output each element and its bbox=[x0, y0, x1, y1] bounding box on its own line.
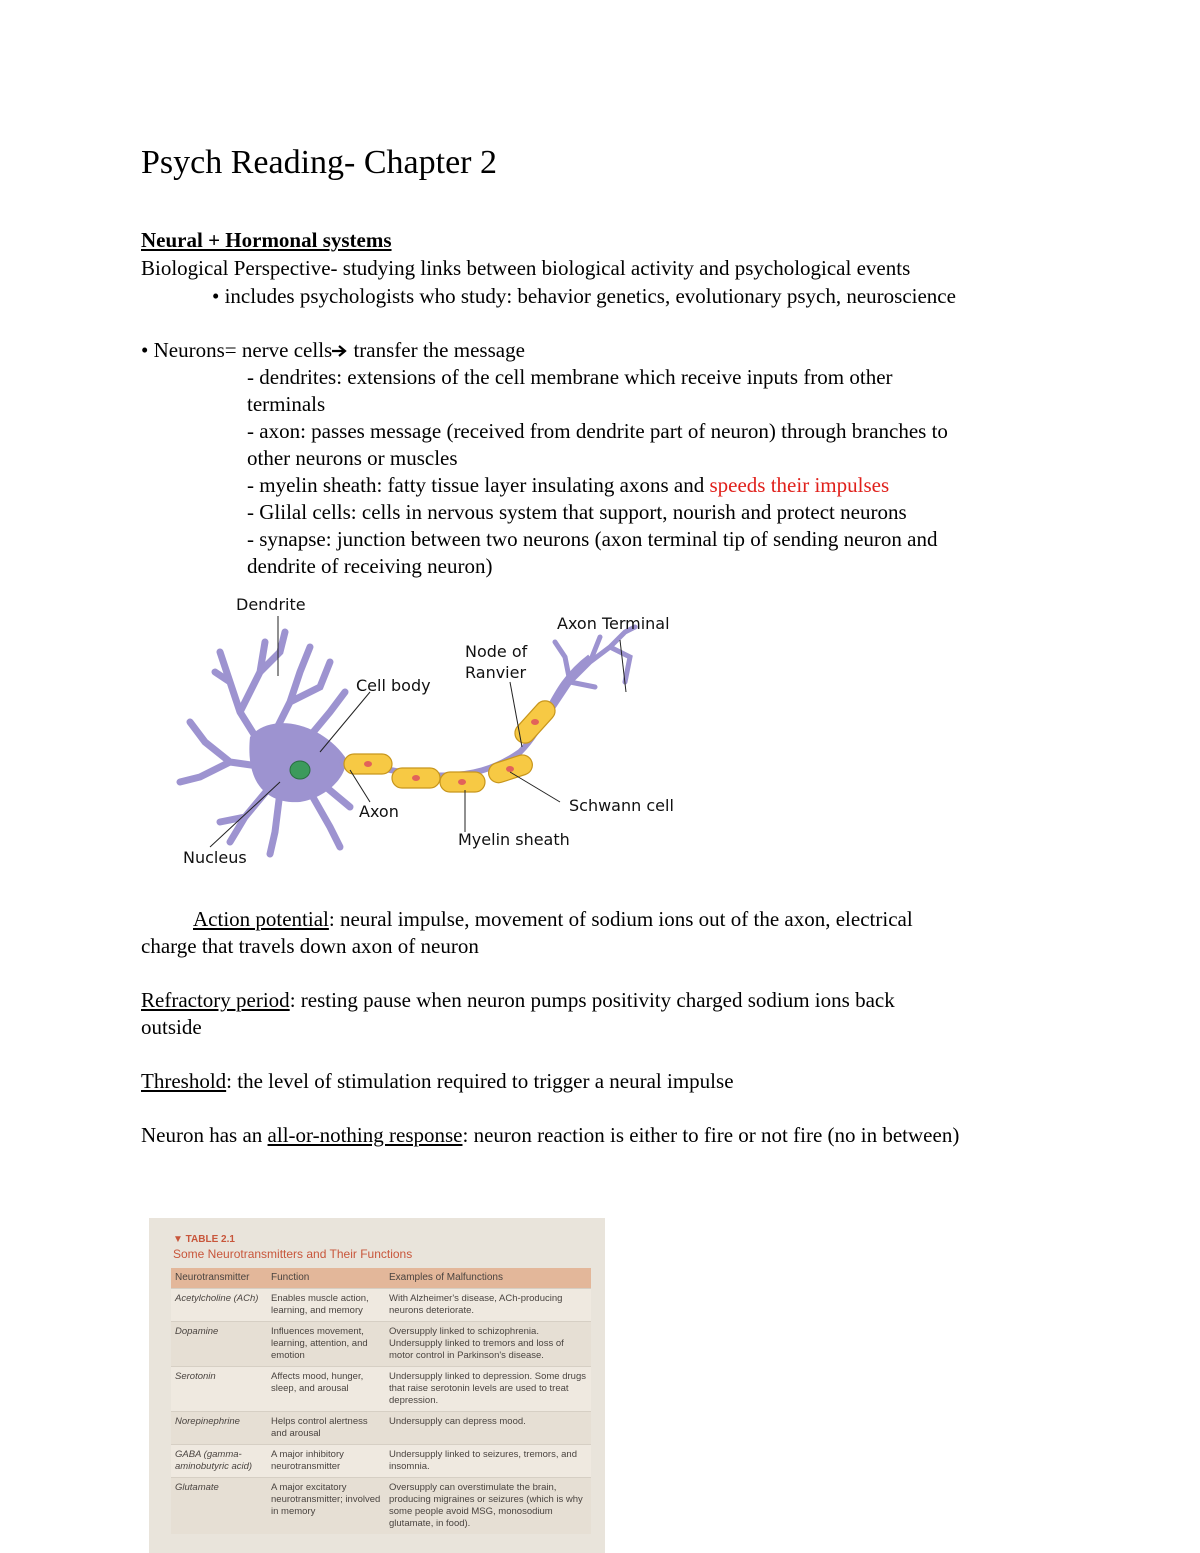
table-cell: A major excitatory neurotransmitter; involved in memory bbox=[267, 1478, 385, 1535]
table-row bbox=[171, 1412, 591, 1445]
table-cell: Undersupply can depress mood. bbox=[385, 1412, 591, 1445]
myelin-highlight: speeds their impulses bbox=[709, 473, 890, 497]
neurons-line bbox=[141, 337, 525, 364]
all-or-nothing-term: all-or-nothing response bbox=[267, 1123, 463, 1147]
synapse-line-2: dendrite of receiving neuron) bbox=[247, 554, 493, 578]
includes-text: • includes psychologists who study: behavior genetics, evolutionary psych, neuroscience bbox=[212, 284, 956, 308]
refractory-term: Refractory period bbox=[141, 988, 290, 1012]
threshold-term: Threshold bbox=[141, 1069, 227, 1093]
all-or-nothing-prefix: Neuron has an bbox=[141, 1123, 268, 1147]
action-potential-definition: : neural impulse, movement of sodium ions out of the axon, electrical bbox=[328, 907, 913, 931]
table-row bbox=[171, 1289, 591, 1322]
all-or-nothing-definition: : neuron reaction is either to fire or not fire (no in between) bbox=[462, 1123, 960, 1147]
neurons-prefix: • Neurons= nerve cells bbox=[141, 338, 333, 362]
page-title: Psych Reading- Chapter 2 bbox=[141, 144, 497, 181]
table-cell: With Alzheimer's disease, ACh-producing neurons deteriorate. bbox=[385, 1289, 591, 1322]
refractory-definition: : resting pause when neuron pumps positivity charged sodium ions back bbox=[289, 988, 895, 1012]
bio-perspective-text: Biological Perspective- studying links between biological activity and psychological events bbox=[141, 256, 911, 280]
table-title: Some Neurotransmitters and Their Functions bbox=[173, 1247, 413, 1261]
section-heading: Neural + Hormonal systems bbox=[141, 228, 392, 252]
threshold-definition: : the level of stimulation required to trigger a neural impulse bbox=[226, 1069, 734, 1093]
table-cell: A major inhibitory neurotransmitter bbox=[267, 1445, 385, 1478]
neuron-diagram bbox=[170, 592, 690, 872]
myelin-prefix: - myelin sheath: fatty tissue layer insulating axons and bbox=[247, 473, 710, 497]
table-cell: Influences movement, learning, attention, and emotion bbox=[267, 1322, 385, 1367]
table-row bbox=[171, 1445, 591, 1478]
axon-line-2: other neurons or muscles bbox=[247, 446, 458, 470]
label-dendrite: Dendrite bbox=[236, 595, 306, 614]
table-header: Neurotransmitter bbox=[171, 1268, 267, 1289]
action-potential-term: Action potential bbox=[193, 907, 329, 931]
dendrites-line-1: - dendrites: extensions of the cell membrane which receive inputs from other bbox=[247, 365, 893, 389]
all-or-nothing-line bbox=[141, 1122, 959, 1149]
refractory-line-1 bbox=[141, 987, 895, 1014]
table-cell: Dopamine bbox=[171, 1322, 267, 1367]
table-cell: GABA (gamma-aminobutyric acid) bbox=[171, 1445, 267, 1478]
action-potential-line-1 bbox=[141, 906, 913, 935]
table-header: Function bbox=[267, 1268, 385, 1289]
myelin-line bbox=[247, 472, 889, 499]
table-cell: Helps control alertness and arousal bbox=[267, 1412, 385, 1445]
label-cell-body: Cell body bbox=[356, 676, 431, 695]
label-node-line-2: Ranvier bbox=[465, 663, 527, 682]
neuron-body bbox=[180, 627, 635, 854]
neurotransmitter-table-photo bbox=[149, 1218, 605, 1553]
table-cell: Oversupply can overstimulate the brain, producing migraines or seizures (which is why some people avoid MSG, monosodium glutamate, in food). bbox=[385, 1478, 591, 1535]
label-node-line-1: Node of bbox=[465, 642, 528, 661]
table-cell: Undersupply linked to depression. Some drugs that raise serotonin levels are used to treat depression. bbox=[385, 1367, 591, 1412]
label-axon-terminal: Axon Terminal bbox=[557, 614, 670, 633]
label-axon: Axon bbox=[359, 802, 399, 821]
table-cell: Norepinephrine bbox=[171, 1412, 267, 1445]
refractory-line-2: outside bbox=[141, 1015, 202, 1039]
axon-line-1: - axon: passes message (received from dendrite part of neuron) through branches to bbox=[247, 419, 948, 443]
table-row bbox=[171, 1367, 591, 1412]
neurotransmitter-table bbox=[171, 1268, 591, 1534]
table-cell: Undersupply linked to seizures, tremors, and insomnia. bbox=[385, 1445, 591, 1478]
right-arrow-icon bbox=[332, 344, 348, 358]
label-nucleus: Nucleus bbox=[183, 848, 247, 867]
action-potential-line-2: charge that travels down axon of neuron bbox=[141, 934, 479, 958]
table-cell: Serotonin bbox=[171, 1367, 267, 1412]
label-schwann-cell: Schwann cell bbox=[569, 796, 674, 815]
table-cell: Affects mood, hunger, sleep, and arousal bbox=[267, 1367, 385, 1412]
table-cell: Oversupply linked to schizophrenia. Undersupply linked to tremors and loss of motor control in Parkinson's disease. bbox=[385, 1322, 591, 1367]
glial-line: - Glilal cells: cells in nervous system that support, nourish and protect neurons bbox=[247, 500, 907, 524]
table-row bbox=[171, 1322, 591, 1367]
synapse-line-1: - synapse: junction between two neurons (axon terminal tip of sending neuron and bbox=[247, 527, 938, 551]
label-myelin-sheath: Myelin sheath bbox=[458, 830, 570, 849]
threshold-line bbox=[141, 1068, 734, 1095]
table-header: Examples of Malfunctions bbox=[385, 1268, 591, 1289]
table-row bbox=[171, 1478, 591, 1535]
table-cell: Acetylcholine (ACh) bbox=[171, 1289, 267, 1322]
neurons-suffix: transfer the message bbox=[348, 338, 525, 362]
table-label: ▼ TABLE 2.1 bbox=[173, 1234, 235, 1245]
dendrites-line-2: terminals bbox=[247, 392, 326, 416]
nucleus bbox=[290, 761, 310, 779]
table-cell: Enables muscle action, learning, and memory bbox=[267, 1289, 385, 1322]
table-cell: Glutamate bbox=[171, 1478, 267, 1535]
